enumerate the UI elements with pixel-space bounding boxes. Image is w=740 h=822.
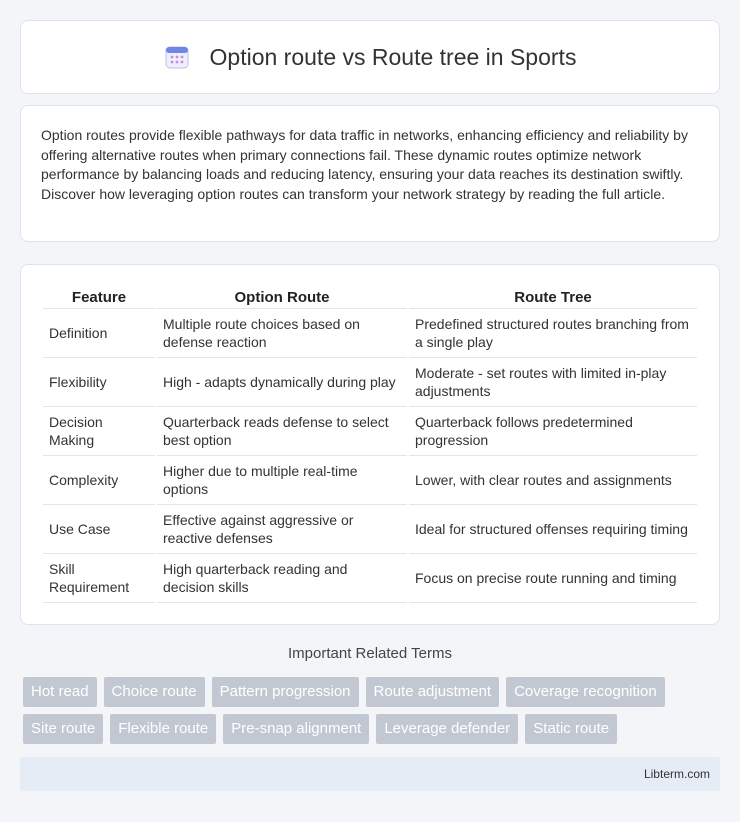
table-cell: Skill Requirement	[43, 554, 155, 603]
header-route-tree: Route Tree	[409, 283, 697, 309]
title-card	[20, 20, 720, 94]
table-row	[43, 358, 697, 407]
table-cell: Ideal for structured offenses requiring timing	[409, 505, 697, 554]
header-feature: Feature	[43, 283, 155, 309]
table-cell: Focus on precise route running and timing	[409, 554, 697, 603]
table-cell: Use Case	[43, 505, 155, 554]
table-cell: Definition	[43, 309, 155, 358]
table-cell: Quarterback follows predetermined progression	[409, 407, 697, 456]
related-terms-title: Important Related Terms	[288, 645, 452, 662]
calendar-icon	[164, 44, 190, 70]
related-term-tag[interactable]: Static route	[525, 714, 617, 744]
comparison-table	[41, 283, 699, 603]
related-term-tag[interactable]: Route adjustment	[366, 677, 500, 707]
comparison-table-card	[20, 264, 720, 625]
table-row	[43, 407, 697, 456]
table-cell: Higher due to multiple real-time options	[157, 456, 407, 505]
table-row	[43, 309, 697, 358]
related-term-tag[interactable]: Coverage recognition	[506, 677, 665, 707]
table-cell: Lower, with clear routes and assignments	[409, 456, 697, 505]
table-row	[43, 554, 697, 603]
table-row	[43, 456, 697, 505]
related-term-tag[interactable]: Choice route	[104, 677, 205, 707]
intro-card	[20, 105, 720, 242]
tag-row	[23, 677, 723, 707]
footer	[20, 757, 720, 791]
footer-site-link[interactable]: Libterm.com	[643, 767, 710, 781]
page-title: Option route vs Route tree in Sports	[209, 43, 577, 70]
tag-row	[23, 714, 723, 744]
table-cell: Moderate - set routes with limited in-play adjustments	[409, 358, 697, 407]
related-term-tag[interactable]: Leverage defender	[376, 714, 518, 744]
table-cell: Quarterback reads defense to select best option	[157, 407, 407, 456]
table-cell: High - adapts dynamically during play	[157, 358, 407, 407]
table-cell: Effective against aggressive or reactive defenses	[157, 505, 407, 554]
table-header-row	[43, 283, 697, 309]
table-row	[43, 505, 697, 554]
table-cell: Flexibility	[43, 358, 155, 407]
related-terms	[23, 677, 723, 751]
related-term-tag[interactable]: Pre-snap alignment	[223, 714, 369, 744]
table-cell: Multiple route choices based on defense reaction	[157, 309, 407, 358]
table-cell: Decision Making	[43, 407, 155, 456]
related-term-tag[interactable]: Flexible route	[110, 714, 216, 744]
related-term-tag[interactable]: Pattern progression	[212, 677, 359, 707]
table-cell: Predefined structured routes branching from a single play	[409, 309, 697, 358]
header-option-route: Option Route	[157, 283, 407, 309]
related-term-tag[interactable]: Hot read	[23, 677, 97, 707]
table-cell: High quarterback reading and decision skills	[157, 554, 407, 603]
intro-text: Option routes provide flexible pathways for data traffic in networks, enhancing efficiency and reliability by offering alternative routes when primary connections fail. These dynamic routes optimize network performance by balancing loads and reducing latency, ensuring your data reaches its destination swiftly. Discover how leveraging option routes can transform your network strategy by reading the full article.	[41, 127, 688, 202]
table-cell: Complexity	[43, 456, 155, 505]
related-term-tag[interactable]: Site route	[23, 714, 103, 744]
